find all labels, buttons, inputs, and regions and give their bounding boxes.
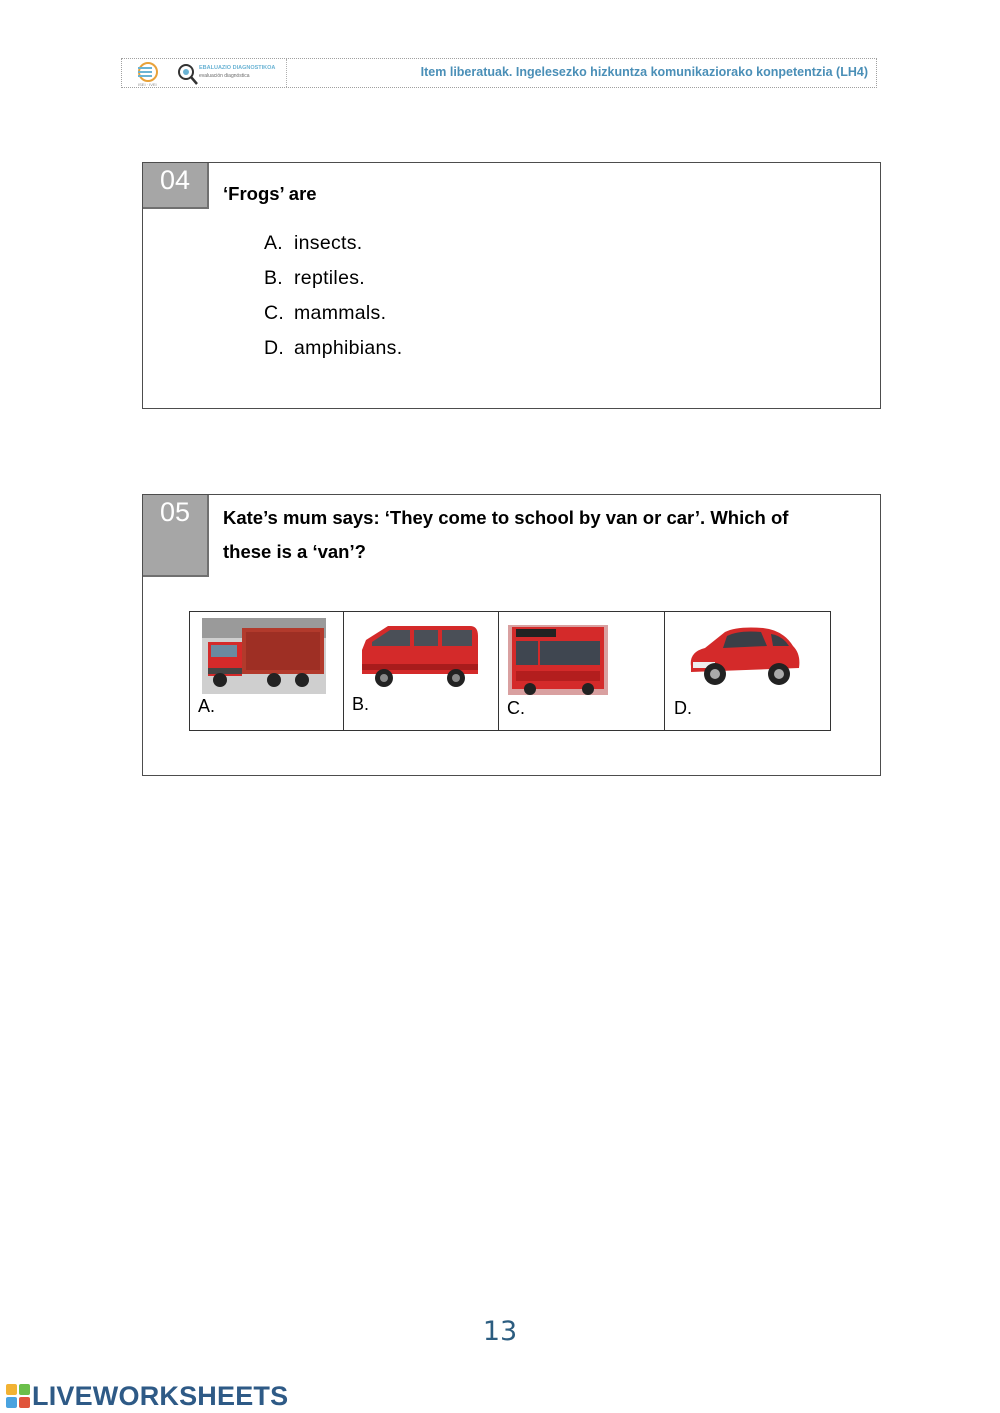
question-number: 04 [143,163,209,209]
header-title: Item liberatuak. Ingelesezko hizkuntza komunikaziorako konpetentzia (LH4) [420,65,868,79]
answer-options [264,226,402,366]
evaluation-logo-icon [177,62,276,86]
van-icon [358,620,482,692]
question-05-box [142,494,881,776]
choice-c-cell[interactable] [499,612,665,730]
liveworksheets-logo-icon [6,1384,30,1408]
page-number: 13 [482,1316,518,1347]
logo-caption: ISEI · IVEI [138,82,157,87]
option-d[interactable]: D. amphibians. [264,337,403,359]
question-prompt: ‘Frogs’ are [223,183,317,204]
isei-logo-icon [128,61,164,87]
choice-b-label: B. [352,694,370,714]
option-c[interactable]: C. mammals. [264,302,387,324]
choice-d-label: D. [674,698,692,718]
bus-icon [508,625,608,695]
choice-a-cell[interactable] [190,612,344,730]
choice-d-cell[interactable] [665,612,831,730]
question-prompt-line-1: Kate’s mum says: ‘They come to school by van or car’. Which of [223,507,789,528]
question-number: 05 [143,495,209,577]
choice-a-label: A. [198,696,216,716]
question-04-box [142,162,881,409]
page-header [121,58,877,88]
brand-name: LIVEWORKSHEETS [32,1381,289,1411]
vehicle-choices-table [189,611,831,731]
option-a[interactable]: A. insects. [264,232,363,254]
header-divider [286,59,287,87]
question-prompt-line-2: these is a ‘van’? [223,541,366,562]
logo-line-2: evaluación diagnóstica [199,73,250,79]
choice-c-label: C. [507,698,525,718]
logo-line-1: EBALUAZIO DIAGNOSTIKOA [199,65,276,71]
choice-b-cell[interactable] [344,612,499,730]
truck-icon [202,618,326,694]
car-icon [685,622,805,692]
option-b[interactable]: B. reptiles. [264,267,365,289]
